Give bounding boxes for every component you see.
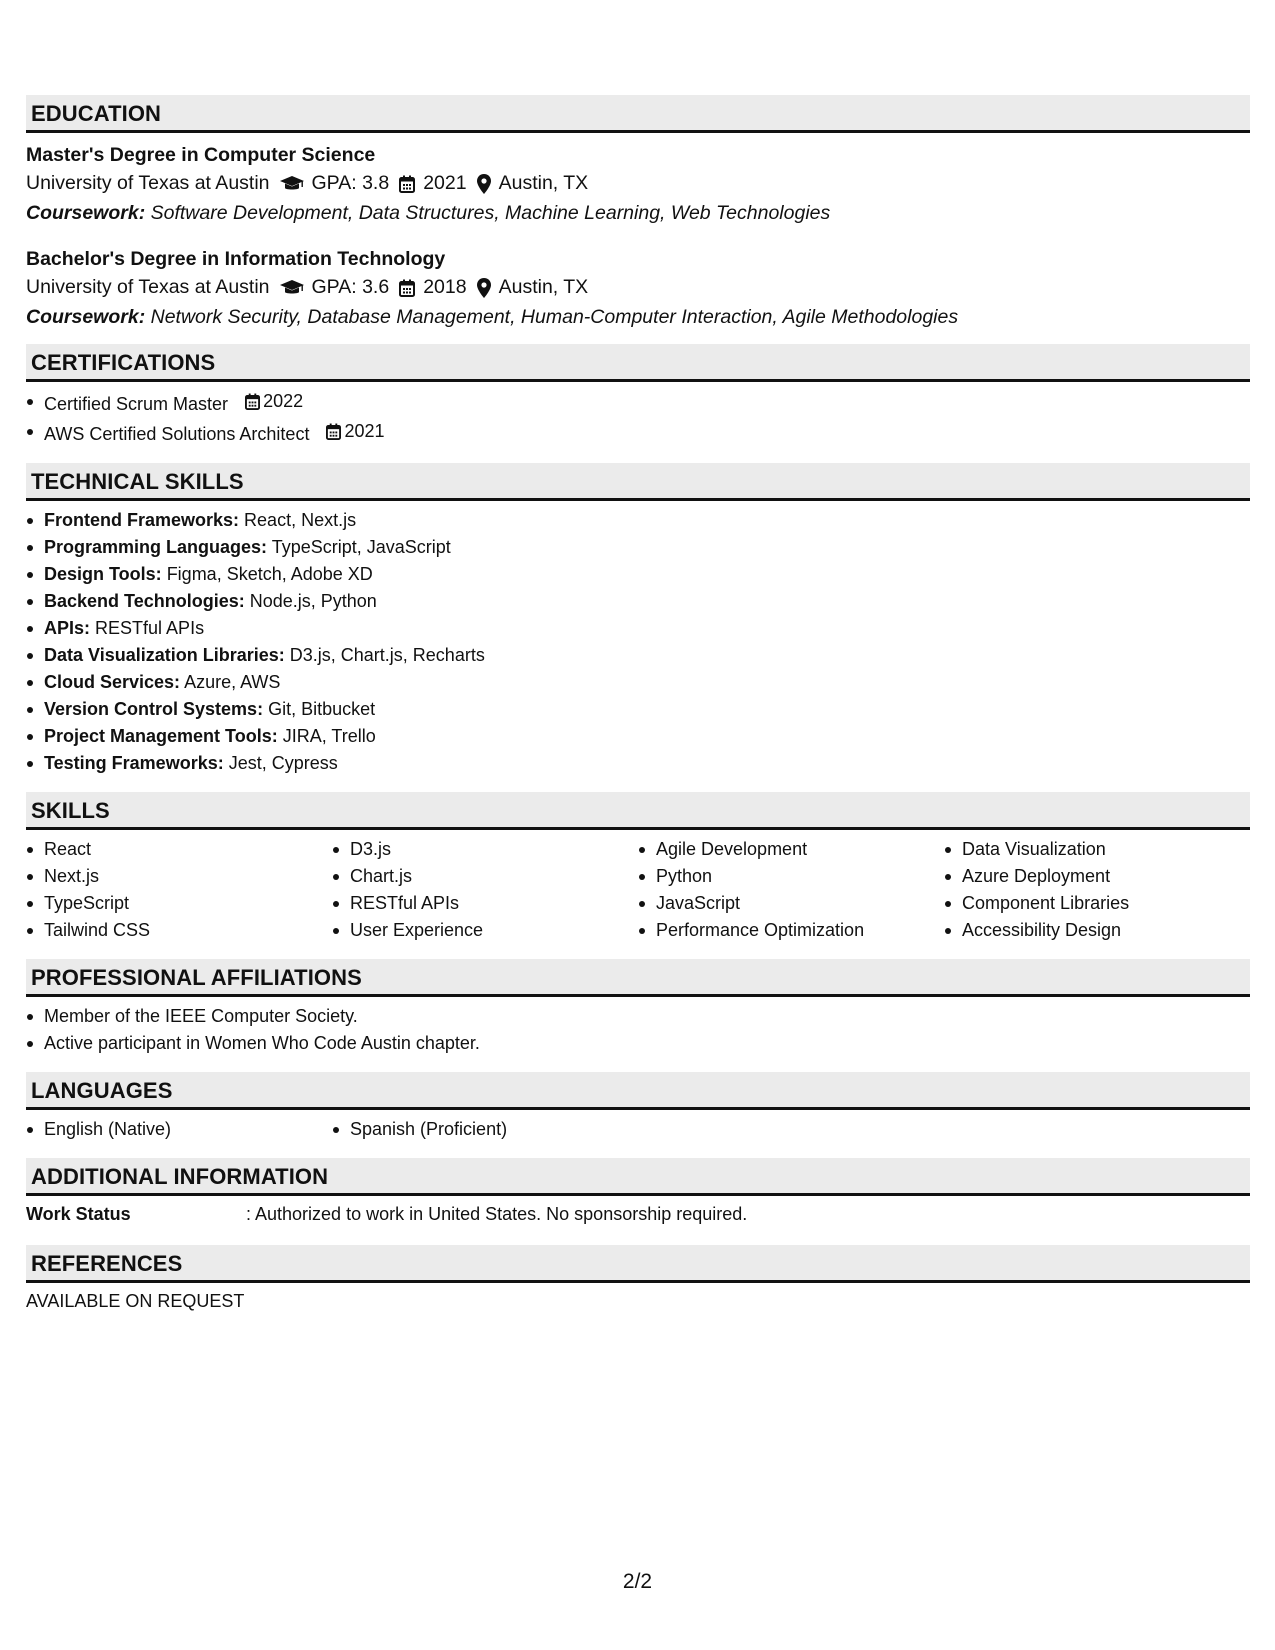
skill-values: Node.js, Python	[249, 591, 377, 611]
location: Austin, TX	[498, 172, 589, 194]
affiliations-list	[26, 1003, 1250, 1057]
skills-grid	[26, 830, 1250, 946]
list-item: Agile Development	[638, 836, 944, 863]
school-name: University of Texas at Austin	[26, 276, 270, 298]
affiliations-section	[26, 959, 1250, 1059]
list-item	[26, 588, 1250, 615]
list-item: Accessibility Design	[944, 917, 1250, 944]
skill-category: Testing Frameworks:	[44, 753, 224, 773]
list-item: TypeScript	[26, 890, 332, 917]
certifications-list	[26, 388, 1250, 448]
certification-name: AWS Certified Solutions Architect	[44, 424, 310, 444]
skill-values: Figma, Sketch, Adobe XD	[166, 564, 373, 584]
work-status-label: Work Status	[26, 1204, 131, 1224]
certifications-heading: CERTIFICATIONS	[26, 344, 1250, 382]
list-item	[26, 615, 1250, 642]
list-item	[26, 418, 1250, 448]
list-item	[26, 388, 1250, 418]
skill-values: D3.js, Chart.js, Recharts	[289, 645, 485, 665]
skill-values: TypeScript, JavaScript	[271, 537, 451, 557]
skill-category: Project Management Tools:	[44, 726, 278, 746]
location: Austin, TX	[498, 276, 589, 298]
degree-title: Bachelor's Degree in Information Technology	[26, 248, 446, 270]
gpa: GPA: 3.6	[311, 276, 390, 298]
list-item	[26, 669, 1250, 696]
graduation-cap-icon	[280, 280, 304, 296]
skill-values: JIRA, Trello	[282, 726, 376, 746]
technical-skills-section	[26, 463, 1250, 779]
references-heading: REFERENCES	[26, 1245, 1250, 1283]
skill-category: Frontend Frameworks:	[44, 510, 240, 530]
list-item	[26, 723, 1250, 750]
technical-skills-heading: TECHNICAL SKILLS	[26, 463, 1250, 501]
page-number: 2/2	[622, 1570, 653, 1593]
list-item: React	[26, 836, 332, 863]
skill-values: RESTful APIs	[95, 618, 205, 638]
skill-category: Programming Languages:	[44, 537, 268, 557]
graduation-cap-icon	[280, 176, 304, 192]
list-item	[26, 507, 1250, 534]
list-item: Azure Deployment	[944, 863, 1250, 890]
list-item	[26, 750, 1250, 777]
coursework-list: Software Development, Data Structures, Machine Learning, Web Technologies	[150, 202, 831, 224]
skills-heading: SKILLS	[26, 792, 1250, 830]
list-item: Tailwind CSS	[26, 917, 332, 944]
skills-section	[26, 792, 1250, 946]
skill-values: Azure, AWS	[184, 672, 281, 692]
skill-category: APIs:	[44, 618, 91, 638]
skills-column	[332, 836, 638, 944]
list-item: Active participant in Women Who Code Austin chapter.	[26, 1030, 1250, 1057]
skills-column	[638, 836, 944, 944]
coursework-label: Coursework:	[26, 202, 146, 224]
list-item: Component Libraries	[944, 890, 1250, 917]
education-entry	[26, 142, 1250, 227]
list-item: Spanish (Proficient)	[332, 1116, 638, 1143]
graduation-year: 2021	[423, 172, 467, 194]
list-item	[26, 696, 1250, 723]
affiliations-heading: PROFESSIONAL AFFILIATIONS	[26, 959, 1250, 997]
languages-grid	[26, 1110, 1250, 1145]
work-status-row	[26, 1196, 1250, 1232]
list-item: User Experience	[332, 917, 638, 944]
list-item: Member of the IEEE Computer Society.	[26, 1003, 1250, 1030]
certification-year: 2021	[344, 421, 385, 441]
list-item	[26, 534, 1250, 561]
map-pin-icon	[477, 278, 491, 298]
list-item: Next.js	[26, 863, 332, 890]
calendar-icon	[399, 279, 415, 297]
education-heading: EDUCATION	[26, 95, 1250, 133]
list-item: JavaScript	[638, 890, 944, 917]
list-item: D3.js	[332, 836, 638, 863]
school-name: University of Texas at Austin	[26, 172, 270, 194]
additional-info-heading: ADDITIONAL INFORMATION	[26, 1158, 1250, 1196]
coursework	[26, 199, 1250, 227]
additional-info-section	[26, 1158, 1250, 1232]
list-item: RESTful APIs	[332, 890, 638, 917]
resume-page	[26, 95, 1250, 1328]
education-section	[26, 95, 1250, 331]
list-item: Performance Optimization	[638, 917, 944, 944]
skill-category: Version Control Systems:	[44, 699, 264, 719]
work-status-value: : Authorized to work in United States. No sponsorship required.	[246, 1204, 748, 1224]
education-entry	[26, 246, 1250, 331]
skills-column	[944, 836, 1250, 944]
skill-values: React, Next.js	[244, 510, 357, 530]
technical-skills-list	[26, 507, 1250, 777]
coursework-list: Network Security, Database Management, Human-Computer Interaction, Agile Methodologies	[150, 306, 959, 328]
references-text: AVAILABLE ON REQUEST	[26, 1291, 245, 1311]
certification-year: 2022	[263, 391, 304, 411]
coursework-label: Coursework:	[26, 306, 146, 328]
languages-section	[26, 1072, 1250, 1145]
gpa: GPA: 3.8	[311, 172, 390, 194]
skill-category: Backend Technologies:	[44, 591, 245, 611]
calendar-icon	[399, 175, 415, 193]
list-item	[26, 642, 1250, 669]
skill-values: Git, Bitbucket	[268, 699, 376, 719]
list-item	[26, 561, 1250, 588]
certifications-section	[26, 344, 1250, 450]
list-item: English (Native)	[26, 1116, 332, 1143]
calendar-icon	[326, 423, 341, 440]
skill-category: Data Visualization Libraries:	[44, 645, 285, 665]
degree-title: Master's Degree in Computer Science	[26, 144, 376, 166]
graduation-year: 2018	[423, 276, 467, 298]
list-item: Data Visualization	[944, 836, 1250, 863]
calendar-icon	[245, 393, 260, 410]
education-meta	[26, 272, 1250, 303]
languages-heading: LANGUAGES	[26, 1072, 1250, 1110]
skill-category: Design Tools:	[44, 564, 162, 584]
skill-category: Cloud Services:	[44, 672, 181, 692]
certification-name: Certified Scrum Master	[44, 394, 229, 414]
skills-column	[26, 836, 332, 944]
references-section	[26, 1245, 1250, 1315]
skill-values: Jest, Cypress	[228, 753, 338, 773]
list-item: Python	[638, 863, 944, 890]
education-meta	[26, 168, 1250, 199]
map-pin-icon	[477, 174, 491, 194]
coursework	[26, 303, 1250, 331]
list-item: Chart.js	[332, 863, 638, 890]
